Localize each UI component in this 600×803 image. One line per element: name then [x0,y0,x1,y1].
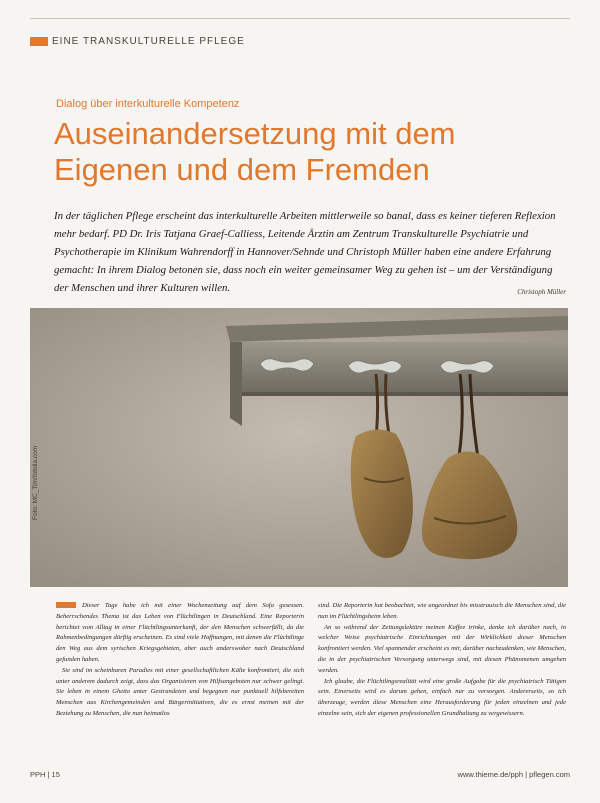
coat-rack-illustration [30,308,568,587]
article-title: Auseinandersetzung mit dem Eigenen und dem Fremden [54,116,456,187]
paragraph: sind. Die Reporterin hat beobachtet, wie ungeordnet bis misstrauisch die Menschen sind, die nun im Flüchtlingsheim leben. [318,602,566,620]
body-column-2 [318,601,566,765]
lead-text: In der täglichen Pflege erscheint das interkulturelle Arbeiten mittlerweile so banal, dass es keiner tieferen Reflexion mehr bedarf. PD Dr. Iris Tatjana Graef-Calliess, Leitende Ärztin am Zentrum Transkulturelle Psychiatrie und Psychotherapie im Klinikum Wahrendorff in Hannover/Sehnde und Christoph Müller haben eine andere Erfahrung gemacht: In ihrem Dialog betonen sie, dass noch ein weiter gemeinsamer Weg zu gehen ist – um der Verständigung der Menschen und ihrer Kulturen willen. [54,210,556,294]
paragraph-marker [56,602,76,608]
paragraph: Ich glaube, die Flüchtlingsrealität wird eine große Aufgabe für die psychiatrisch Tätigen sein. Einerseits wird es darum gehen, einfach nur zu versorgen. Andererseits, so ich überzeuge, werden diese Menschen eine Herausforderung für jeden einzelnen und jede einzelne sein, sich der eigenen professionellen Grundhaltung zu vergewissern. [318,677,566,717]
paragraph-text: Dieser Tage habe ich mit einer Wochenzeitung auf dem Sofa gesessen. Beherrschendes Thema ist das Leben von Flüchtlingen in Deutschland. Eine Reporterin berichtet vom Alltag in einer Flüchtlingsunterkunft, der den Menschen schwerfällt, da die Rahmenbedingungen dürftig erscheinen. Es sind viele Hoffnungen, mit denen die Flüchtlinge den Weg aus dem syrischen Kriegsgebieten, aber auch anderswoher nach Deutschland gefunden haben. [56,602,304,663]
footer-url: www.thieme.de/pph | pflegen.com [457,770,570,779]
photo-credit: Foto: MC_Tim/fotolia.com [32,445,39,520]
running-head-text: EINE TRANSKULTURELLE PFLEGE [52,36,245,47]
author-name: Christoph Müller [517,288,566,296]
article-lead [54,207,566,301]
top-rule [30,18,570,19]
paragraph: An so während der Zeitungslektüre meinen Kaffee trinke, denke ich darüber nach, in welcher Weise psychiatrische Einrichtungen mit der Wirklichkeit dieser Menschen konfrontiert werden. Viel spannender erscheint es mir, darüber nachzudenken, wie Menschen, die in der psychiatrischen Versorgung unterwegs sind, mit diesen Phänomenen umgehen werden. [318,623,566,674]
body-column-1 [56,601,304,765]
running-head [30,36,245,47]
page-number: PPH | 15 [30,770,60,779]
article-body [56,601,566,765]
section-marker [30,37,48,46]
article-kicker: Dialog über interkulturelle Kompetenz [56,98,240,110]
article-photo [30,308,568,587]
paragraph [56,601,304,666]
paragraph: Sie sind im scheinbaren Paradies mit einer gesellschaftlichen Kälte konfrontiert, die sich unter anderem dadurch zeigt, dass das Organisieren von Hilfsangeboten nur schwer gelingt. Sie leben in einem Ghetto unter Gestrandeten und begegnen nur punktuell hilfsbereiten Menschen aus Kirchengemeinden und Bürgerinitiativen, die es ernst meinen mit der Beziehung zu Menschen, die nun heimatlos [56,666,304,717]
